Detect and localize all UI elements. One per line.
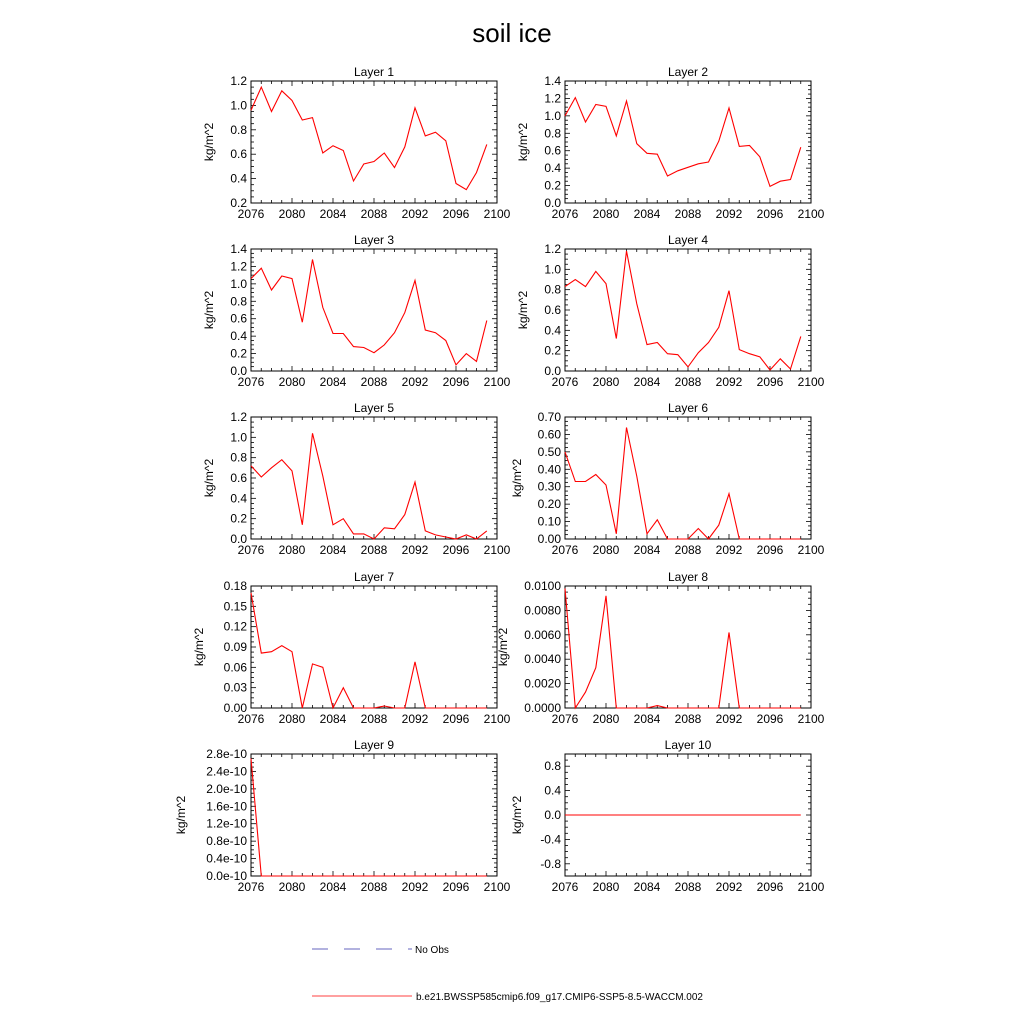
y-tick-label: 0.0 xyxy=(544,196,561,210)
y-tick-label: 0.6 xyxy=(230,471,247,485)
y-tick-label: 0.2 xyxy=(230,346,247,361)
x-tick-label: 2084 xyxy=(319,207,347,221)
x-tick-label: 2088 xyxy=(360,880,388,894)
x-tick-label: 2076 xyxy=(237,712,265,726)
y-tick-label: 0.0 xyxy=(230,364,247,378)
y-axis-label: kg/m^2 xyxy=(496,627,510,667)
panels xyxy=(174,65,825,894)
x-tick-label: 2088 xyxy=(674,543,702,557)
y-tick-label: 1.2 xyxy=(544,242,561,256)
y-tick-label: 0.4 xyxy=(230,171,247,186)
y-tick-label: 0.0100 xyxy=(524,579,561,593)
y-tick-label: 1.2e-10 xyxy=(206,816,247,831)
x-tick-label: 2080 xyxy=(592,880,620,894)
x-tick-label: 2092 xyxy=(401,207,429,221)
y-tick-label: 1.4 xyxy=(230,242,247,256)
y-tick-label: 0.0040 xyxy=(524,652,561,667)
legend xyxy=(312,945,703,1003)
y-tick-label: 0.6 xyxy=(544,303,561,317)
panel-title: Layer 6 xyxy=(667,401,709,415)
y-tick-label: -0.8 xyxy=(540,856,561,871)
y-tick-label: 1.0 xyxy=(544,108,561,123)
x-tick-label: 2092 xyxy=(715,880,743,894)
x-tick-label: 2088 xyxy=(360,712,388,726)
series-line xyxy=(251,260,487,365)
y-tick-label: 0.4e-10 xyxy=(206,851,247,866)
y-tick-label: -0.4 xyxy=(540,832,561,847)
x-tick-label: 2076 xyxy=(551,543,579,557)
x-tick-label: 2100 xyxy=(797,880,825,894)
y-tick-label: 0.40 xyxy=(537,462,561,477)
y-tick-label: 0.0080 xyxy=(524,603,561,618)
y-tick-label: 0.00 xyxy=(223,701,247,715)
x-tick-label: 2080 xyxy=(592,543,620,557)
x-tick-label: 2096 xyxy=(756,207,784,221)
x-tick-label: 2096 xyxy=(442,543,470,557)
panel-title: Layer 7 xyxy=(353,570,395,584)
panel-layer-1 xyxy=(202,65,511,221)
y-tick-label: 0.0 xyxy=(230,532,247,546)
y-axis-label: kg/m^2 xyxy=(202,290,216,330)
x-tick-label: 2076 xyxy=(237,880,265,894)
plot-frame xyxy=(565,249,811,371)
series-line xyxy=(251,433,487,539)
panel-layer-4 xyxy=(516,233,825,389)
x-tick-label: 2100 xyxy=(483,880,511,894)
x-tick-label: 2088 xyxy=(674,207,702,221)
y-tick-label: 0.2 xyxy=(544,178,561,193)
x-tick-label: 2096 xyxy=(442,712,470,726)
y-tick-label: 0.10 xyxy=(537,514,561,529)
x-tick-label: 2096 xyxy=(756,543,784,557)
x-tick-label: 2080 xyxy=(278,543,306,557)
series-line xyxy=(251,758,487,876)
x-tick-label: 2100 xyxy=(483,712,511,726)
plot-frame xyxy=(251,81,497,203)
series-line xyxy=(251,87,487,190)
y-tick-label: 0.0060 xyxy=(524,627,561,642)
panel-layer-7 xyxy=(192,570,511,726)
x-tick-label: 2080 xyxy=(592,375,620,389)
y-axis-label: kg/m^2 xyxy=(516,122,530,162)
figure-title: soil ice xyxy=(472,18,552,48)
x-tick-label: 2092 xyxy=(401,712,429,726)
x-tick-label: 2100 xyxy=(483,207,511,221)
x-tick-label: 2080 xyxy=(592,712,620,726)
x-tick-label: 2088 xyxy=(674,712,702,726)
y-tick-label: 1.2 xyxy=(544,91,561,106)
y-tick-label: 1.4 xyxy=(544,74,561,88)
y-axis-label: kg/m^2 xyxy=(516,290,530,330)
y-tick-label: 0.2 xyxy=(230,196,247,210)
x-tick-label: 2076 xyxy=(551,880,579,894)
x-tick-label: 2084 xyxy=(633,880,661,894)
x-tick-label: 2076 xyxy=(237,543,265,557)
y-axis-label: kg/m^2 xyxy=(510,458,524,498)
series-line xyxy=(565,251,801,370)
x-tick-label: 2076 xyxy=(551,375,579,389)
panel-title: Layer 3 xyxy=(353,233,395,247)
panel-title: Layer 4 xyxy=(667,233,709,247)
y-tick-label: 0.6 xyxy=(230,311,247,326)
x-tick-label: 2084 xyxy=(633,207,661,221)
y-tick-label: 1.0 xyxy=(230,430,247,445)
series-line xyxy=(251,593,487,708)
y-tick-label: 0.15 xyxy=(223,599,247,614)
y-tick-label: 0.2 xyxy=(230,511,247,526)
y-tick-label: 0.06 xyxy=(223,660,247,675)
series-line xyxy=(565,428,801,540)
y-tick-label: 2.0e-10 xyxy=(206,781,247,796)
x-tick-label: 2092 xyxy=(715,375,743,389)
y-tick-label: 0.30 xyxy=(537,479,561,494)
y-tick-label: 0.8 xyxy=(544,759,561,774)
y-tick-label: 0.0 xyxy=(544,808,561,822)
y-tick-label: 0.09 xyxy=(223,640,247,654)
y-tick-label: 1.6e-10 xyxy=(206,799,247,814)
panel-layer-8 xyxy=(496,570,825,726)
y-tick-label: 1.0 xyxy=(230,98,247,113)
x-tick-label: 2100 xyxy=(797,712,825,726)
y-tick-label: 0.8 xyxy=(230,294,247,309)
y-tick-label: 0.60 xyxy=(537,427,561,442)
y-axis-label: kg/m^2 xyxy=(202,122,216,162)
y-tick-label: 0.70 xyxy=(537,410,561,424)
x-tick-label: 2092 xyxy=(715,712,743,726)
x-tick-label: 2084 xyxy=(319,712,347,726)
panel-layer-6 xyxy=(510,401,825,557)
y-tick-label: 2.8e-10 xyxy=(206,747,247,761)
x-tick-label: 2076 xyxy=(237,207,265,221)
plot-frame xyxy=(565,586,811,708)
series-line xyxy=(565,98,801,187)
y-tick-label: 0.00 xyxy=(537,532,561,546)
panel-layer-9 xyxy=(174,738,511,894)
x-tick-label: 2080 xyxy=(592,207,620,221)
panel-layer-10 xyxy=(510,738,825,894)
x-tick-label: 2092 xyxy=(715,543,743,557)
x-tick-label: 2096 xyxy=(756,880,784,894)
x-tick-label: 2100 xyxy=(797,543,825,557)
y-tick-label: 0.0020 xyxy=(524,676,561,691)
y-tick-label: 0.0 xyxy=(544,364,561,378)
x-tick-label: 2080 xyxy=(278,375,306,389)
series-line xyxy=(565,588,801,708)
panel-title: Layer 5 xyxy=(353,401,395,415)
x-tick-label: 2084 xyxy=(633,375,661,389)
y-tick-label: 0.0e-10 xyxy=(206,869,247,883)
x-tick-label: 2088 xyxy=(360,207,388,221)
y-tick-label: 0.8 xyxy=(544,126,561,141)
y-tick-label: 0.0000 xyxy=(524,701,561,715)
x-tick-label: 2096 xyxy=(442,880,470,894)
plot-frame xyxy=(251,586,497,708)
x-tick-label: 2092 xyxy=(401,880,429,894)
panel-title: Layer 10 xyxy=(664,738,712,752)
x-tick-label: 2100 xyxy=(483,375,511,389)
y-tick-label: 0.03 xyxy=(223,680,247,695)
legend-model-label: b.e21.BWSSP585cmip6.f09_g17.CMIP6-SSP5-8.5-WACCM.002 xyxy=(416,992,703,1003)
x-tick-label: 2076 xyxy=(237,375,265,389)
y-tick-label: 0.8 xyxy=(230,122,247,137)
x-tick-label: 2084 xyxy=(319,880,347,894)
y-tick-label: 0.8 xyxy=(544,282,561,297)
y-axis-label: kg/m^2 xyxy=(192,627,206,667)
y-tick-label: 0.20 xyxy=(537,497,561,512)
y-tick-label: 1.2 xyxy=(230,410,247,424)
y-axis-label: kg/m^2 xyxy=(174,795,188,835)
y-axis-label: kg/m^2 xyxy=(510,795,524,835)
x-tick-label: 2092 xyxy=(715,207,743,221)
panel-title: Layer 1 xyxy=(353,65,395,79)
panel-layer-2 xyxy=(516,65,825,221)
x-tick-label: 2084 xyxy=(319,375,347,389)
y-tick-label: 0.4 xyxy=(230,491,247,506)
x-tick-label: 2096 xyxy=(756,712,784,726)
x-tick-label: 2088 xyxy=(360,543,388,557)
y-tick-label: 0.50 xyxy=(537,444,561,459)
x-tick-label: 2080 xyxy=(278,207,306,221)
panel-title: Layer 2 xyxy=(667,65,709,79)
plot-frame xyxy=(251,754,497,876)
y-tick-label: 0.4 xyxy=(544,323,561,338)
y-tick-label: 1.2 xyxy=(230,74,247,88)
y-tick-label: 0.6 xyxy=(544,143,561,158)
plot-frame xyxy=(565,417,811,539)
y-tick-label: 0.8e-10 xyxy=(206,834,247,849)
y-tick-label: 0.12 xyxy=(223,619,247,634)
x-tick-label: 2096 xyxy=(756,375,784,389)
y-tick-label: 1.0 xyxy=(230,276,247,291)
x-tick-label: 2080 xyxy=(278,712,306,726)
y-tick-label: 1.0 xyxy=(544,262,561,277)
legend-obs-label: No Obs xyxy=(415,945,449,956)
x-tick-label: 2080 xyxy=(278,880,306,894)
y-tick-label: 0.4 xyxy=(230,329,247,344)
y-axis-label: kg/m^2 xyxy=(202,458,216,498)
x-tick-label: 2092 xyxy=(401,543,429,557)
x-tick-label: 2096 xyxy=(442,375,470,389)
y-tick-label: 1.2 xyxy=(230,259,247,274)
y-tick-label: 0.8 xyxy=(230,450,247,465)
y-tick-label: 0.4 xyxy=(544,161,561,176)
x-tick-label: 2076 xyxy=(551,207,579,221)
y-tick-label: 0.6 xyxy=(230,147,247,162)
x-tick-label: 2088 xyxy=(360,375,388,389)
x-tick-label: 2076 xyxy=(551,712,579,726)
x-tick-label: 2096 xyxy=(442,207,470,221)
panel-title: Layer 9 xyxy=(353,738,395,752)
plot-frame xyxy=(251,417,497,539)
panel-layer-5 xyxy=(202,401,511,557)
x-tick-label: 2088 xyxy=(674,880,702,894)
y-tick-label: 0.2 xyxy=(544,343,561,358)
x-tick-label: 2084 xyxy=(319,543,347,557)
y-tick-label: 0.4 xyxy=(544,783,561,798)
x-tick-label: 2084 xyxy=(633,712,661,726)
x-tick-label: 2100 xyxy=(797,207,825,221)
x-tick-label: 2100 xyxy=(797,375,825,389)
y-tick-label: 0.18 xyxy=(223,579,247,593)
x-tick-label: 2088 xyxy=(674,375,702,389)
x-tick-label: 2092 xyxy=(401,375,429,389)
y-tick-label: 2.4e-10 xyxy=(206,764,247,779)
panel-layer-3 xyxy=(202,233,511,389)
x-tick-label: 2100 xyxy=(483,543,511,557)
x-tick-label: 2084 xyxy=(633,543,661,557)
panel-title: Layer 8 xyxy=(667,570,709,584)
